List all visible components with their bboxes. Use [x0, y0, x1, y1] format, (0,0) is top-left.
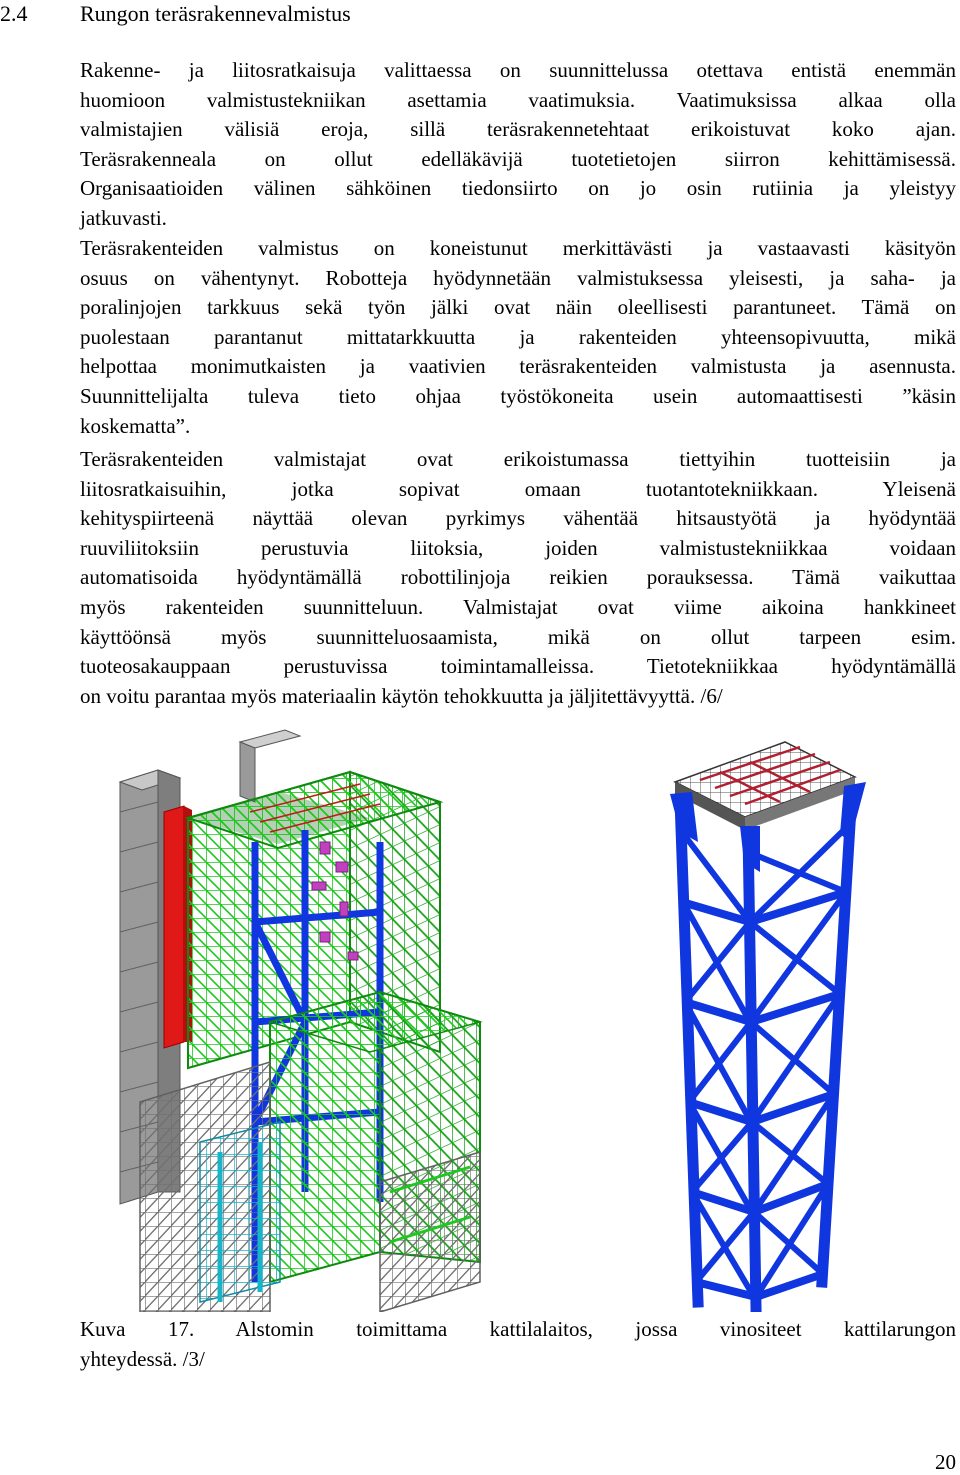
text-line: käyttöönsä myös suunnitteluosaamista, mikä on ollut tarpeen esim.	[80, 624, 956, 649]
paragraph-3	[80, 445, 956, 711]
boiler-plant-figure	[80, 722, 956, 1312]
text-line: myös rakenteiden suunnitteluun. Valmistajat ovat viime aikoina hankkineet	[80, 594, 956, 619]
text-line: automatisoida hyödyntämällä robottilinjoja reikien porauksessa. Tämä vaikuttaa	[80, 565, 956, 590]
text-line: jatkuvasti.	[80, 205, 167, 230]
paragraph-1	[80, 56, 956, 234]
paragraph-2	[80, 234, 956, 441]
figure-caption	[80, 1314, 956, 1374]
caption-line: yhteydessä. /3/	[80, 1347, 205, 1371]
steel-structure-illustration	[80, 722, 956, 1312]
text-line: koskematta”.	[80, 413, 191, 438]
text-line: kehityspiirteenä näyttää olevan pyrkimys vähentää hitsaustyötä ja hyödyntää	[80, 506, 956, 531]
text-line: on voitu parantaa myös materiaalin käytön tehokkuutta ja jäljitettävyyttä. /6/	[80, 683, 723, 708]
text-line: poralinjojen tarkkuus sekä työn jälki ovat näin oleellisesti parantuneet. Tämä on	[80, 295, 956, 320]
text-line: Teräsrakenteiden valmistus on koneistunut merkittävästi ja vastaavasti käsityön	[80, 236, 956, 260]
text-line: valmistajien välisiä eroja, sillä teräsrakennetehtaat erikoistuvat koko ajan.	[80, 117, 956, 142]
text-line: ruuviliitoksiin perustuvia liitoksia, joiden valmistustekniikkaa voidaan	[80, 535, 956, 560]
text-line: Suunnittelijalta tuleva tieto ohjaa työstökoneita usein automaattisesti ”käsin	[80, 383, 956, 408]
text-line: Rakenne- ja liitosratkaisuja valittaessa on suunnittelussa otettava entistä enemmän	[80, 58, 956, 82]
caption-line: Kuva 17. Alstomin toimittama kattilalaitos, jossa vinositeet kattilarungon	[80, 1317, 956, 1341]
text-line: huomioon valmistustekniikan asettamia vaatimuksia. Vaatimuksissa alkaa olla	[80, 87, 956, 112]
text-line: helpottaa monimutkaisten ja vaativien teräsrakenteiden valmistusta ja asennusta.	[80, 354, 956, 379]
text-line: tuoteosakauppaan perustuvissa toimintamalleissa. Tietotekniikkaa hyödyntämällä	[80, 654, 956, 679]
text-line: Organisaatioiden välinen sähköinen tiedonsiirto on jo osin rutiinia ja yleistyy	[80, 176, 956, 201]
section-number: 2.4	[0, 1, 28, 26]
blue-truss-tower	[670, 742, 866, 1307]
section-title: Rungon teräsrakennevalmistus	[80, 1, 351, 26]
text-line: puolestaan parantanut mittatarkkuutta ja rakenteiden yhteensopivuutta, mikä	[80, 324, 956, 349]
text-line: Teräsrakenteiden valmistajat ovat erikoistumassa tiettyihin tuotteisiin ja	[80, 447, 956, 471]
text-line: liitosratkaisuihin, jotka sopivat omaan tuotantotekniikkaan. Yleisenä	[80, 476, 956, 501]
page-number: 20	[935, 1450, 956, 1474]
text-line: osuus on vähentynyt. Robotteja hyödynnetään valmistuksessa yleisesti, ja saha- ja	[80, 265, 956, 290]
text-line: Teräsrakenneala on ollut edelläkävijä tuotetietojen siirron kehittämisessä.	[80, 146, 956, 171]
boiler-plant-model	[120, 730, 480, 1312]
